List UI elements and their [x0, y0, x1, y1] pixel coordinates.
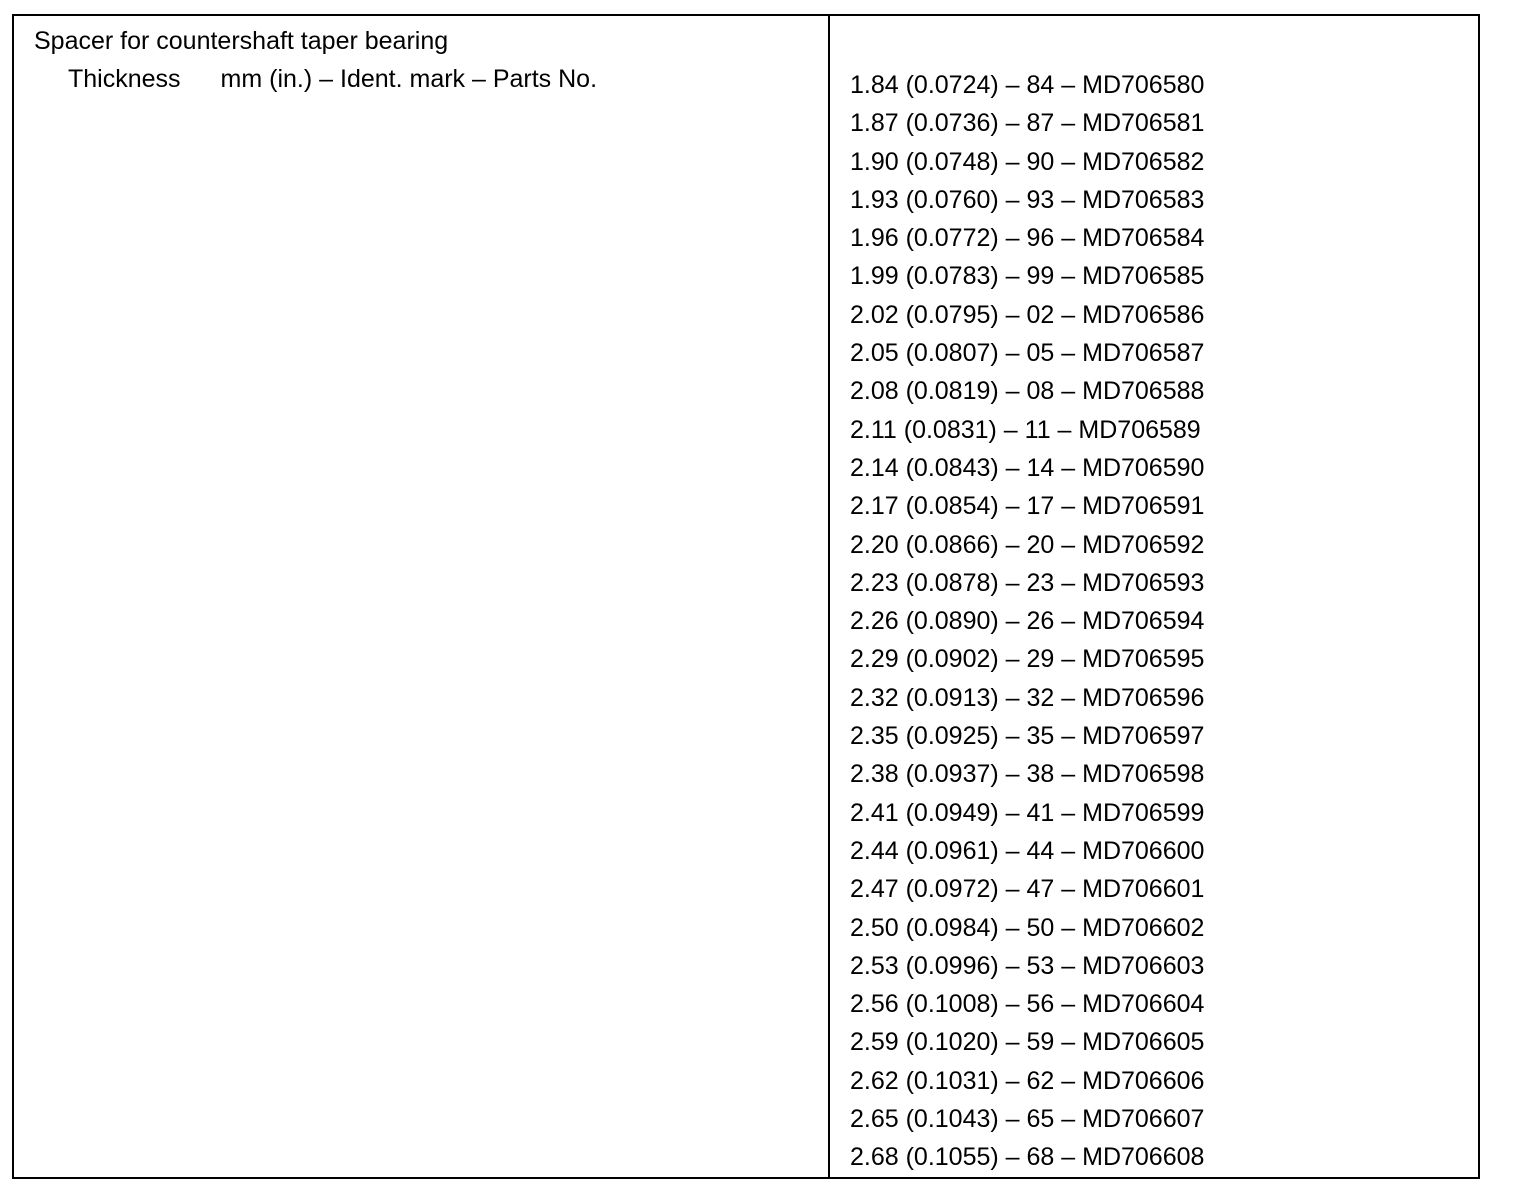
value-row: 2.11 (0.0831) – 11 – MD706589: [850, 415, 1201, 444]
value-row: 2.20 (0.0866) – 20 – MD706592: [850, 530, 1205, 559]
value-row: 1.96 (0.0772) – 96 – MD706584: [850, 224, 1205, 253]
item-column: [14, 16, 830, 1177]
value-row: 2.26 (0.0890) – 26 – MD706594: [850, 607, 1205, 636]
value-row: 2.65 (0.1043) – 65 – MD706607: [850, 1105, 1205, 1134]
value-row: 2.53 (0.0996) – 53 – MD706603: [850, 951, 1205, 980]
value-row: 2.32 (0.0913) – 32 – MD706596: [850, 683, 1205, 712]
value-row: 2.62 (0.1031) – 62 – MD706606: [850, 1066, 1205, 1095]
value-row: 1.99 (0.0783) – 99 – MD706585: [850, 262, 1205, 291]
spec-table: [12, 14, 1480, 1179]
value-row: 2.29 (0.0902) – 29 – MD706595: [850, 645, 1205, 674]
values-list: [850, 66, 1204, 1177]
value-row: 2.02 (0.0795) – 02 – MD706586: [850, 300, 1205, 329]
values-column: [830, 16, 1478, 1177]
value-row: 2.59 (0.1020) – 59 – MD706605: [850, 1028, 1205, 1057]
value-row: 2.23 (0.0878) – 23 – MD706593: [850, 568, 1205, 597]
item-sublabel: [68, 64, 597, 94]
value-row: 1.93 (0.0760) – 93 – MD706583: [850, 185, 1205, 214]
value-row: 2.35 (0.0925) – 35 – MD706597: [850, 722, 1205, 751]
units-label: mm (in.) – Ident. mark – Parts No.: [220, 65, 598, 93]
value-row: 2.08 (0.0819) – 08 – MD706588: [850, 377, 1205, 406]
item-title: Spacer for countershaft taper bearing: [34, 27, 449, 55]
thickness-label: Thickness: [68, 65, 181, 93]
value-row: 2.14 (0.0843) – 14 – MD706590: [850, 453, 1205, 482]
value-row: 2.41 (0.0949) – 41 – MD706599: [850, 798, 1205, 827]
value-row: 1.84 (0.0724) – 84 – MD706580: [850, 71, 1205, 99]
value-row: 2.05 (0.0807) – 05 – MD706587: [850, 339, 1205, 368]
value-row: 2.68 (0.1055) – 68 – MD706608: [850, 1143, 1205, 1172]
value-row: 2.56 (0.1008) – 56 – MD706604: [850, 990, 1205, 1019]
value-row: 1.90 (0.0748) – 90 – MD706582: [850, 147, 1205, 176]
value-row: 2.47 (0.0972) – 47 – MD706601: [850, 875, 1205, 904]
value-row: 2.50 (0.0984) – 50 – MD706602: [850, 913, 1205, 942]
value-row: 1.87 (0.0736) – 87 – MD706581: [850, 109, 1205, 138]
value-row: 2.44 (0.0961) – 44 – MD706600: [850, 836, 1205, 865]
value-row: 2.17 (0.0854) – 17 – MD706591: [850, 492, 1205, 521]
value-row: 2.38 (0.0937) – 38 – MD706598: [850, 760, 1205, 789]
